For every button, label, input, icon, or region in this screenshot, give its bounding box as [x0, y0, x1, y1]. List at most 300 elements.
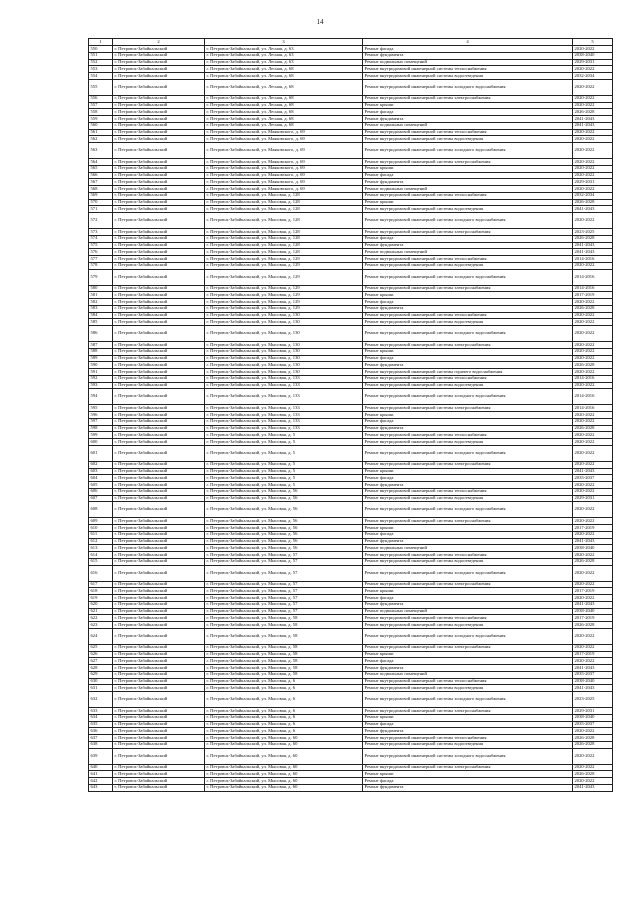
- table-body: [89, 46, 613, 792]
- address-cell: г. Петровск-Забайкальский, ул. Мысовая, д. 129: [205, 269, 363, 285]
- column-header-5: 5: [573, 39, 613, 46]
- row-number-cell: 601: [89, 445, 113, 461]
- address-cell: г. Петровск-Забайкальский, ул. Мысовая, д. 130: [205, 369, 363, 376]
- municipality-cell: г. Петровск-Забайкальский: [113, 136, 205, 143]
- table-row: [89, 502, 613, 518]
- address-cell: г. Петровск-Забайкальский, ул. Мысовая, д. 56: [205, 545, 363, 552]
- municipality-cell: г. Петровск-Забайкальский: [113, 213, 205, 229]
- address-cell: г. Петровск-Забайкальский, ул. Мысовая, д. 5: [205, 468, 363, 475]
- address-cell: г. Петровск-Забайкальский, ул. Лесная, д. 68: [205, 79, 363, 95]
- period-cell: 2041-2043: [573, 122, 613, 129]
- address-cell: г. Петровск-Забайкальский, ул. Мысовая, д. 57: [205, 595, 363, 602]
- row-number-cell: 560: [89, 122, 113, 129]
- row-number-cell: 629: [89, 671, 113, 678]
- period-cell: 2014-2016: [573, 269, 613, 285]
- period-cell: 2020-2022: [573, 95, 613, 102]
- period-cell: 2020-2022: [573, 778, 613, 785]
- municipality-cell: г. Петровск-Забайкальский: [113, 778, 205, 785]
- period-cell: 2020-2022: [573, 369, 613, 376]
- table-row: [89, 299, 613, 306]
- municipality-cell: г. Петровск-Забайкальский: [113, 518, 205, 525]
- row-number-cell: 600: [89, 439, 113, 446]
- row-number-cell: 574: [89, 235, 113, 242]
- address-cell: г. Петровск-Забайкальский, ул. Мысовая, д. 57: [205, 552, 363, 559]
- row-number-cell: 578: [89, 262, 113, 269]
- work-type-cell: Ремонт внутридомовой инженерной системы холодного водоснабжения: [363, 269, 573, 285]
- address-cell: г. Петровск-Забайкальский, ул. Лесная, д. 63: [205, 46, 363, 53]
- work-type-cell: Ремонт фундамента: [363, 179, 573, 186]
- work-type-cell: Ремонт фасада: [363, 172, 573, 179]
- address-cell: г. Петровск-Забайкальский, ул. Маяковского, д. 69: [205, 179, 363, 186]
- period-cell: 2041-2043: [573, 784, 613, 791]
- row-number-cell: 620: [89, 601, 113, 608]
- row-number-cell: 555: [89, 79, 113, 95]
- row-number-cell: 567: [89, 179, 113, 186]
- period-cell: 2041-2043: [573, 601, 613, 608]
- row-number-cell: 563: [89, 143, 113, 159]
- period-cell: 2020-2022: [573, 628, 613, 644]
- municipality-cell: г. Петровск-Забайкальский: [113, 369, 205, 376]
- period-cell: 2026-2028: [573, 735, 613, 742]
- row-number-cell: 630: [89, 678, 113, 685]
- column-header-3: 3: [205, 39, 363, 46]
- address-cell: г. Петровск-Забайкальский, ул. Мысовая, д. 133: [205, 389, 363, 405]
- address-cell: г. Петровск-Забайкальский, ул. Мысовая, д. 57: [205, 558, 363, 565]
- municipality-cell: г. Петровск-Забайкальский: [113, 342, 205, 349]
- row-number-cell: 573: [89, 229, 113, 236]
- period-cell: 2020-2022: [573, 299, 613, 306]
- municipality-cell: г. Петровск-Забайкальский: [113, 432, 205, 439]
- work-type-cell: Ремонт внутридомовой инженерной системы холодного водоснабжения: [363, 748, 573, 764]
- address-cell: г. Петровск-Забайкальский, ул. Мысовая, д. 58: [205, 628, 363, 644]
- period-cell: 2029-2031: [573, 59, 613, 66]
- period-cell: 2020-2022: [573, 342, 613, 349]
- table-row: [89, 348, 613, 355]
- period-cell: 2029-2031: [573, 708, 613, 715]
- work-type-cell: Ремонт внутридомовой инженерной системы электроснабжения: [363, 644, 573, 651]
- address-cell: г. Петровск-Забайкальский, ул. Мысовая, д. 60: [205, 748, 363, 764]
- period-cell: 2026-2028: [573, 305, 613, 312]
- municipality-cell: г. Петровск-Забайкальский: [113, 312, 205, 319]
- table-row: [89, 778, 613, 785]
- municipality-cell: г. Петровск-Забайкальский: [113, 199, 205, 206]
- row-number-cell: 631: [89, 685, 113, 692]
- table-row: [89, 518, 613, 525]
- row-number-cell: 576: [89, 249, 113, 256]
- row-number-cell: 551: [89, 52, 113, 59]
- period-cell: 2026-2028: [573, 558, 613, 565]
- table-row: [89, 186, 613, 193]
- row-number-cell: 605: [89, 482, 113, 489]
- table-row: [89, 475, 613, 482]
- row-number-cell: 577: [89, 256, 113, 263]
- row-number-cell: 596: [89, 412, 113, 419]
- work-type-cell: Ремонт внутридомовой инженерной системы теплоснабжения: [363, 375, 573, 382]
- row-number-cell: 588: [89, 348, 113, 355]
- table-row: [89, 389, 613, 405]
- table-row: [89, 741, 613, 748]
- municipality-cell: г. Петровск-Забайкальский: [113, 362, 205, 369]
- address-cell: г. Петровск-Забайкальский, ул. Мысовая, д. 60: [205, 778, 363, 785]
- work-type-cell: Ремонт крыши: [363, 468, 573, 475]
- address-cell: г. Петровск-Забайкальский, ул. Мысовая, д. 130: [205, 326, 363, 342]
- municipality-cell: г. Петровск-Забайкальский: [113, 558, 205, 565]
- repair-schedule-table: [88, 38, 613, 792]
- period-cell: 2020-2022: [573, 461, 613, 468]
- work-type-cell: Ремонт фасада: [363, 109, 573, 116]
- address-cell: г. Петровск-Забайкальский, ул. Мысовая, д. 130: [205, 355, 363, 362]
- municipality-cell: г. Петровск-Забайкальский: [113, 122, 205, 129]
- table-row: [89, 256, 613, 263]
- address-cell: г. Петровск-Забайкальский, ул. Мысовая, д. 57: [205, 608, 363, 615]
- municipality-cell: г. Петровск-Забайкальский: [113, 628, 205, 644]
- municipality-cell: г. Петровск-Забайкальский: [113, 538, 205, 545]
- address-cell: г. Петровск-Забайкальский, ул. Лесная, д. 63: [205, 52, 363, 59]
- work-type-cell: Ремонт внутридомовой инженерной системы водоотведения: [363, 558, 573, 565]
- row-number-cell: 556: [89, 95, 113, 102]
- address-cell: г. Петровск-Забайкальский, ул. Мысовая, д. 56: [205, 525, 363, 532]
- address-cell: г. Петровск-Забайкальский, ул. Мысовая, д. 60: [205, 735, 363, 742]
- work-type-cell: Ремонт внутридомовой инженерной системы электроснабжения: [363, 159, 573, 166]
- table-row: [89, 439, 613, 446]
- period-cell: 2032-2034: [573, 73, 613, 80]
- period-cell: 2035-2037: [573, 475, 613, 482]
- address-cell: г. Петровск-Забайкальский, ул. Мысовая, д. 56: [205, 538, 363, 545]
- address-cell: г. Петровск-Забайкальский, ул. Мысовая, д. 130: [205, 362, 363, 369]
- table-row: [89, 129, 613, 136]
- table-row: [89, 714, 613, 721]
- row-number-cell: 598: [89, 425, 113, 432]
- address-cell: г. Петровск-Забайкальский, ул. Мысовая, д. 57: [205, 588, 363, 595]
- municipality-cell: г. Петровск-Забайкальский: [113, 73, 205, 80]
- work-type-cell: Ремонт внутридомовой инженерной системы холодного водоснабжения: [363, 213, 573, 229]
- work-type-cell: Ремонт подвальных помещений: [363, 122, 573, 129]
- table-row: [89, 122, 613, 129]
- address-cell: г. Петровск-Забайкальский, ул. Лесная, д. 68: [205, 66, 363, 73]
- period-cell: 2041-2043: [573, 242, 613, 249]
- municipality-cell: г. Петровск-Забайкальский: [113, 622, 205, 629]
- municipality-cell: г. Петровск-Забайкальский: [113, 319, 205, 326]
- address-cell: г. Петровск-Забайкальский, ул. Мысовая, д. 60: [205, 741, 363, 748]
- municipality-cell: г. Петровск-Забайкальский: [113, 468, 205, 475]
- work-type-cell: Ремонт внутридомовой инженерной системы водоотведения: [363, 622, 573, 629]
- table-row: [89, 206, 613, 213]
- municipality-cell: г. Петровск-Забайкальский: [113, 375, 205, 382]
- period-cell: 2020-2022: [573, 319, 613, 326]
- table-row: [89, 269, 613, 285]
- address-cell: г. Петровск-Забайкальский, ул. Мысовая, д. 58: [205, 665, 363, 672]
- municipality-cell: г. Петровск-Забайкальский: [113, 229, 205, 236]
- address-cell: г. Петровск-Забайкальский, ул. Мысовая, д. 56: [205, 495, 363, 502]
- municipality-cell: г. Петровск-Забайкальский: [113, 531, 205, 538]
- period-cell: 2041-2043: [573, 665, 613, 672]
- address-cell: г. Петровск-Забайкальский, ул. Мысовая, д. 6: [205, 708, 363, 715]
- period-cell: 2014-2016: [573, 256, 613, 263]
- municipality-cell: г. Петровск-Забайкальский: [113, 299, 205, 306]
- work-type-cell: Ремонт фундамента: [363, 538, 573, 545]
- period-cell: 2017-2019: [573, 525, 613, 532]
- table-row: [89, 46, 613, 53]
- work-type-cell: Ремонт внутридомовой инженерной системы холодного водоснабжения: [363, 692, 573, 708]
- row-number-cell: 634: [89, 714, 113, 721]
- municipality-cell: г. Петровск-Забайкальский: [113, 116, 205, 123]
- column-header-2: 2: [113, 39, 205, 46]
- work-type-cell: Ремонт внутридомовой инженерной системы электроснабжения: [363, 708, 573, 715]
- period-cell: 2020-2022: [573, 172, 613, 179]
- work-type-cell: Ремонт фундамента: [363, 425, 573, 432]
- period-cell: 2020-2022: [573, 439, 613, 446]
- work-type-cell: Ремонт внутридомовой инженерной системы теплоснабжения: [363, 678, 573, 685]
- row-number-cell: 566: [89, 172, 113, 179]
- period-cell: 2026-2028: [573, 741, 613, 748]
- table-row: [89, 418, 613, 425]
- row-number-cell: 597: [89, 418, 113, 425]
- table-row: [89, 764, 613, 771]
- period-cell: 2026-2028: [573, 425, 613, 432]
- work-type-cell: Ремонт внутридомовой инженерной системы горячего водоснабжения: [363, 369, 573, 376]
- address-cell: г. Петровск-Забайкальский, ул. Лесная, д. 68: [205, 122, 363, 129]
- table-row: [89, 482, 613, 489]
- address-cell: г. Петровск-Забайкальский, ул. Мысовая, д. 133: [205, 425, 363, 432]
- address-cell: г. Петровск-Забайкальский, ул. Мысовая, д. 6: [205, 714, 363, 721]
- table-row: [89, 262, 613, 269]
- row-number-cell: 586: [89, 326, 113, 342]
- work-type-cell: Ремонт внутридомовой инженерной системы водоотведения: [363, 382, 573, 389]
- row-number-cell: 628: [89, 665, 113, 672]
- address-cell: г. Петровск-Забайкальский, ул. Мысовая, д. 128: [205, 213, 363, 229]
- row-number-cell: 639: [89, 748, 113, 764]
- work-type-cell: Ремонт внутридомовой инженерной системы водоотведения: [363, 262, 573, 269]
- period-cell: 2020-2022: [573, 432, 613, 439]
- work-type-cell: Ремонт крыши: [363, 412, 573, 419]
- period-cell: 2020-2022: [573, 728, 613, 735]
- row-number-cell: 613: [89, 545, 113, 552]
- period-cell: 2038-2040: [573, 714, 613, 721]
- address-cell: г. Петровск-Забайкальский, ул. Лесная, д. 68: [205, 95, 363, 102]
- address-cell: г. Петровск-Забайкальский, ул. Мысовая, д. 58: [205, 671, 363, 678]
- period-cell: 2023-2025: [573, 692, 613, 708]
- row-number-cell: 595: [89, 405, 113, 412]
- municipality-cell: г. Петровск-Забайкальский: [113, 658, 205, 665]
- address-cell: г. Петровск-Забайкальский, ул. Мысовая, д. 6: [205, 685, 363, 692]
- period-cell: 2041-2043: [573, 116, 613, 123]
- municipality-cell: г. Петровск-Забайкальский: [113, 445, 205, 461]
- municipality-cell: г. Петровск-Забайкальский: [113, 588, 205, 595]
- table-row: [89, 342, 613, 349]
- municipality-cell: г. Петровск-Забайкальский: [113, 608, 205, 615]
- table-row: [89, 235, 613, 242]
- table-row: [89, 601, 613, 608]
- address-cell: г. Петровск-Забайкальский, ул. Мысовая, д. 128: [205, 249, 363, 256]
- municipality-cell: г. Петровск-Забайкальский: [113, 721, 205, 728]
- row-number-cell: 610: [89, 525, 113, 532]
- period-cell: 2020-2022: [573, 186, 613, 193]
- row-number-cell: 607: [89, 495, 113, 502]
- work-type-cell: Ремонт внутридомовой инженерной системы водоотведения: [363, 439, 573, 446]
- municipality-cell: г. Петровск-Забайкальский: [113, 389, 205, 405]
- municipality-cell: г. Петровск-Забайкальский: [113, 242, 205, 249]
- period-cell: 2020-2022: [573, 581, 613, 588]
- row-number-cell: 565: [89, 165, 113, 172]
- work-type-cell: Ремонт внутридомовой инженерной системы электроснабжения: [363, 285, 573, 292]
- municipality-cell: г. Петровск-Забайкальский: [113, 95, 205, 102]
- work-type-cell: Ремонт внутридомовой инженерной системы теплоснабжения: [363, 735, 573, 742]
- row-number-cell: 617: [89, 581, 113, 588]
- period-cell: 2020-2022: [573, 552, 613, 559]
- table-row: [89, 319, 613, 326]
- municipality-cell: г. Петровск-Забайкальский: [113, 292, 205, 299]
- row-number-cell: 593: [89, 382, 113, 389]
- municipality-cell: г. Петровск-Забайкальский: [113, 418, 205, 425]
- period-cell: 2020-2022: [573, 518, 613, 525]
- address-cell: г. Петровск-Забайкальский, ул. Мысовая, д. 5: [205, 432, 363, 439]
- row-number-cell: 602: [89, 461, 113, 468]
- municipality-cell: г. Петровск-Забайкальский: [113, 46, 205, 53]
- table-row: [89, 558, 613, 565]
- row-number-cell: 570: [89, 199, 113, 206]
- address-cell: г. Петровск-Забайкальский, ул. Мысовая, д. 56: [205, 502, 363, 518]
- municipality-cell: г. Петровск-Забайкальский: [113, 651, 205, 658]
- row-number-cell: 635: [89, 721, 113, 728]
- row-number-cell: 633: [89, 708, 113, 715]
- work-type-cell: Ремонт подвальных помещений: [363, 59, 573, 66]
- address-cell: г. Петровск-Забайкальский, ул. Мысовая, д. 60: [205, 771, 363, 778]
- row-number-cell: 568: [89, 186, 113, 193]
- period-cell: 2041-2043: [573, 468, 613, 475]
- work-type-cell: Ремонт внутридомовой инженерной системы электроснабжения: [363, 461, 573, 468]
- table-row: [89, 59, 613, 66]
- period-cell: 2020-2022: [573, 488, 613, 495]
- table-row: [89, 784, 613, 791]
- table-row: [89, 412, 613, 419]
- row-number-cell: 575: [89, 242, 113, 249]
- municipality-cell: г. Петровск-Забайкальский: [113, 685, 205, 692]
- municipality-cell: г. Петровск-Забайкальский: [113, 262, 205, 269]
- work-type-cell: Ремонт крыши: [363, 651, 573, 658]
- period-cell: 2020-2022: [573, 502, 613, 518]
- municipality-cell: г. Петровск-Забайкальский: [113, 102, 205, 109]
- municipality-cell: г. Петровск-Забайкальский: [113, 206, 205, 213]
- row-number-cell: 641: [89, 771, 113, 778]
- work-type-cell: Ремонт подвальных помещений: [363, 545, 573, 552]
- row-number-cell: 554: [89, 73, 113, 80]
- work-type-cell: Ремонт внутридомовой инженерной системы водоотведения: [363, 685, 573, 692]
- table-row: [89, 468, 613, 475]
- period-cell: 2029-2031: [573, 495, 613, 502]
- row-number-cell: 591: [89, 369, 113, 376]
- address-cell: г. Петровск-Забайкальский, ул. Мысовая, д. 130: [205, 348, 363, 355]
- table-row: [89, 628, 613, 644]
- address-cell: г. Петровск-Забайкальский, ул. Мысовая, д. 128: [205, 235, 363, 242]
- address-cell: г. Петровск-Забайкальский, ул. Мысовая, д. 57: [205, 601, 363, 608]
- period-cell: 2026-2028: [573, 622, 613, 629]
- row-number-cell: 553: [89, 66, 113, 73]
- municipality-cell: г. Петровск-Забайкальский: [113, 475, 205, 482]
- work-type-cell: Ремонт внутридомовой инженерной системы теплоснабжения: [363, 488, 573, 495]
- table-row: [89, 229, 613, 236]
- municipality-cell: г. Петровск-Забайкальский: [113, 382, 205, 389]
- period-cell: 2017-2019: [573, 292, 613, 299]
- row-number-cell: 626: [89, 651, 113, 658]
- address-cell: г. Петровск-Забайкальский, ул. Мысовая, д. 5: [205, 445, 363, 461]
- address-cell: г. Петровск-Забайкальский, ул. Мысовая, д. 133: [205, 375, 363, 382]
- address-cell: г. Петровск-Забайкальский, ул. Мысовая, д. 128: [205, 229, 363, 236]
- row-number-cell: 589: [89, 355, 113, 362]
- period-cell: 2038-2040: [573, 608, 613, 615]
- address-cell: г. Петровск-Забайкальский, ул. Мысовая, д. 6: [205, 678, 363, 685]
- row-number-cell: 618: [89, 588, 113, 595]
- work-type-cell: Ремонт крыши: [363, 525, 573, 532]
- municipality-cell: г. Петровск-Забайкальский: [113, 425, 205, 432]
- period-cell: 2020-2022: [573, 412, 613, 419]
- table-row: [89, 644, 613, 651]
- municipality-cell: г. Петровск-Забайкальский: [113, 595, 205, 602]
- address-cell: г. Петровск-Забайкальский, ул. Мысовая, д. 130: [205, 342, 363, 349]
- table-row: [89, 588, 613, 595]
- address-cell: г. Петровск-Забайкальский, ул. Мысовая, д. 5: [205, 482, 363, 489]
- address-cell: г. Петровск-Забайкальский, ул. Мысовая, д. 129: [205, 292, 363, 299]
- period-cell: 2020-2022: [573, 262, 613, 269]
- table-row: [89, 242, 613, 249]
- municipality-cell: г. Петровск-Забайкальский: [113, 525, 205, 532]
- municipality-cell: г. Петровск-Забайкальский: [113, 708, 205, 715]
- period-cell: 2020-2022: [573, 102, 613, 109]
- address-cell: г. Петровск-Забайкальский, ул. Мысовая, д. 56: [205, 518, 363, 525]
- work-type-cell: Ремонт фундамента: [363, 52, 573, 59]
- work-type-cell: Ремонт внутридомовой инженерной системы водоотведения: [363, 319, 573, 326]
- table-row: [89, 369, 613, 376]
- table-row: [89, 425, 613, 432]
- row-number-cell: 584: [89, 312, 113, 319]
- table-row: [89, 375, 613, 382]
- work-type-cell: Ремонт фундамента: [363, 728, 573, 735]
- table-row: [89, 552, 613, 559]
- period-cell: 2020-2022: [573, 136, 613, 143]
- municipality-cell: г. Петровск-Забайкальский: [113, 735, 205, 742]
- address-cell: г. Петровск-Забайкальский, ул. Мысовая, д. 58: [205, 622, 363, 629]
- work-type-cell: Ремонт внутридомовой инженерной системы теплоснабжения: [363, 192, 573, 199]
- municipality-cell: г. Петровск-Забайкальский: [113, 405, 205, 412]
- period-cell: 2020-2022: [573, 644, 613, 651]
- address-cell: г. Петровск-Забайкальский, ул. Мысовая, д. 130: [205, 319, 363, 326]
- municipality-cell: г. Петровск-Забайкальский: [113, 305, 205, 312]
- work-type-cell: Ремонт крыши: [363, 588, 573, 595]
- address-cell: г. Петровск-Забайкальский, ул. Мысовая, д. 129: [205, 285, 363, 292]
- work-type-cell: Ремонт внутридомовой инженерной системы холодного водоснабжения: [363, 445, 573, 461]
- table-row: [89, 771, 613, 778]
- period-cell: 2020-2022: [573, 418, 613, 425]
- work-type-cell: Ремонт крыши: [363, 165, 573, 172]
- period-cell: 2020-2022: [573, 159, 613, 166]
- row-number-cell: 621: [89, 608, 113, 615]
- column-header-1: 1: [89, 39, 113, 46]
- municipality-cell: г. Петровск-Забайкальский: [113, 728, 205, 735]
- table-row: [89, 79, 613, 95]
- address-cell: г. Петровск-Забайкальский, ул. Мысовая, д. 128: [205, 199, 363, 206]
- work-type-cell: Ремонт внутридомовой инженерной системы водоотведения: [363, 741, 573, 748]
- period-cell: 2020-2022: [573, 748, 613, 764]
- row-number-cell: 640: [89, 764, 113, 771]
- address-cell: г. Петровск-Забайкальский, ул. Мысовая, д. 5: [205, 439, 363, 446]
- work-type-cell: Ремонт подвальных помещений: [363, 671, 573, 678]
- row-number-cell: 608: [89, 502, 113, 518]
- period-cell: 2041-2043: [573, 685, 613, 692]
- address-cell: г. Петровск-Забайкальский, ул. Маяковского, д. 69: [205, 143, 363, 159]
- row-number-cell: 594: [89, 389, 113, 405]
- table-row: [89, 362, 613, 369]
- work-type-cell: Ремонт внутридомовой инженерной системы теплоснабжения: [363, 552, 573, 559]
- row-number-cell: 581: [89, 292, 113, 299]
